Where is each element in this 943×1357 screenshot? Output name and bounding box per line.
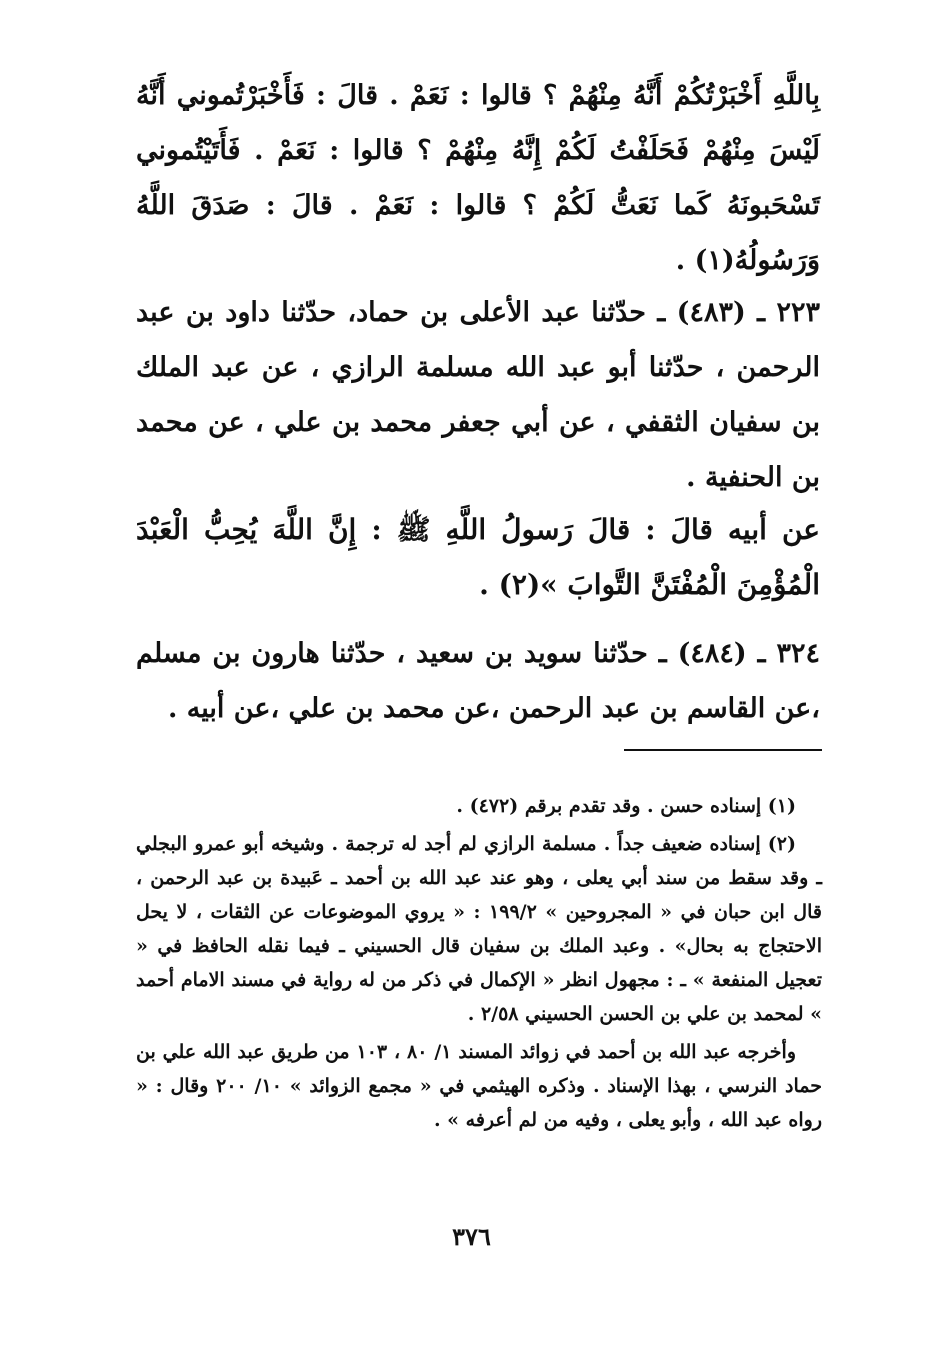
hadith-223-matn <box>136 502 820 612</box>
hadith-paragraph: بِاللَّهِ أَخْبَرْتُكُمْ أَنَّهُ مِنْهُمْ ؟ قالوا : نَعَمْ . قالَ : فَأَخْبَرْتُموني أَنَّهُ لَيْسَ مِنْهُمْ فَحَلَفْتُ لَكُمْ إِنَّهُ مِنْهُمْ ؟ قالوا : نَعَمْ . فَأَتَيْتُموني تَسْحَبونَهُ كَما نَعَتُّ لَكُمْ ؟ قالوا : نَعَمْ . قالَ : صَدَقَ اللَّهُ وَرَسُولُهُ(١) . <box>136 80 820 276</box>
footnote-2: (٢) إسناده ضعيف جداً . مسلمة الرازي لم أجد له ترجمة . وشيخه أبو عمرو البجلي ـ وقد سقط من سند أبي يعلى ، وهو عند عبد الله بن أحمد ـ عَبيدة بن عبد الرحمن ، قال ابن حبان في « المجروحين » ١٩٩/٢ : « يروي الموضوعات عن الثقات ، لا يحل الاحتجاج به بحال» . وعبد الملك بن سفيان قال الحسيني ـ فيما نقله الحافظ في « تعجيل المنفعة » ـ : مجهول انظر « الإكمال في ذكر من له رواية في مسند الامام أحمد » لمحمد بن علي بن الحسن الحسيني ٢/٥٨ . <box>136 833 822 1025</box>
isnad-paragraph: ٣٢٤ ـ (٤٨٤) ـ حدّثنا سويد بن سعيد ، حدّثنا هارون بن مسلم ،عن القاسم بن عبد الرحمن ،عن محمد بن علي ،عن أبيه . <box>136 638 820 724</box>
footnote-1: (١) إسناده حسن . وقد تقدم برقم (٤٧٢) . <box>456 795 796 817</box>
footnotes-section <box>136 789 822 1141</box>
matn-paragraph: عن أبيه قالَ : قالَ رَسولُ اللَّهِ ﷺ : إِنَّ اللَّهَ يُحِبُّ الْعَبْدَ الْمُؤْمِنَ الْمُفْتَنَّ التَّوابَ »(٢) . <box>136 513 820 601</box>
hadith-223-isnad <box>136 285 820 505</box>
page-number: ٣٧٦ <box>452 1222 491 1251</box>
hadith-324-isnad <box>136 626 820 736</box>
footnote-2-continued: وأخرجه عبد الله بن أحمد في زوائد المسند ١/ ٨٠ ، ١٠٣ من طريق عبد الله علي بن حماد النرسي ، بهذا الإسناد . وذكره الهيثمي في « مجمع الزوائد » ١٠/ ٢٠٠ وقال : « رواه عبد الله ، وأبو يعلى ، وفيه من لم أعرفه » . <box>136 1041 822 1131</box>
footnote-divider <box>624 749 822 751</box>
isnad-paragraph: ٢٢٣ ـ (٤٨٣) ـ حدّثنا عبد الأعلى بن حماد، حدّثنا داود بن عبد الرحمن ، حدّثنا أبو عبد الله مسلمة الرازي ، عن عبد الملك بن سفيان الثقفي ، عن أبي جعفر محمد بن علي ، عن محمد بن الحنفية . <box>136 297 820 493</box>
hadith-text-continued <box>136 68 820 288</box>
